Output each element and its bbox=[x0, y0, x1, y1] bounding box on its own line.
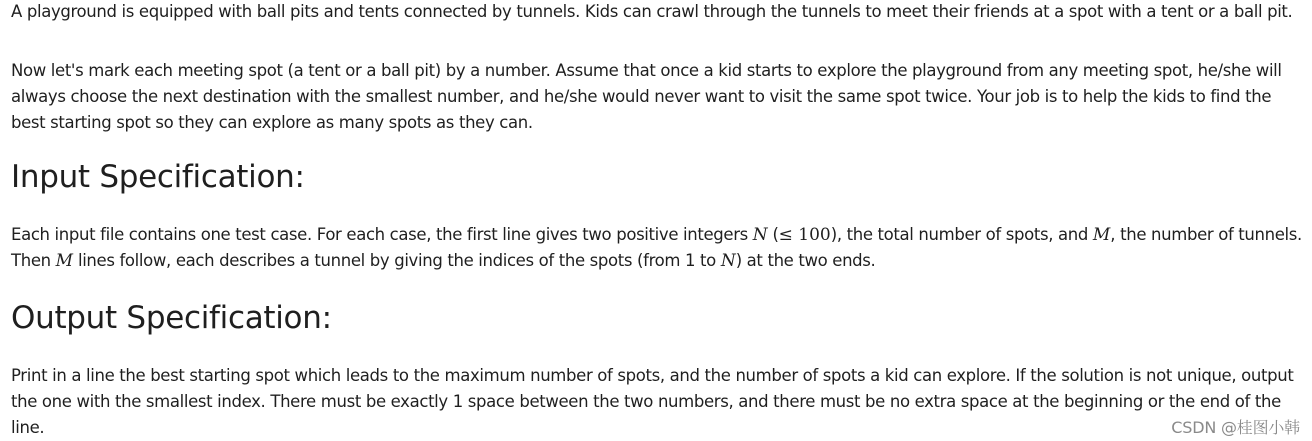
math-n-2: N bbox=[720, 251, 736, 271]
input-text-1: Each input file contains one test case. For each case, the first line gives two positive integers bbox=[11, 225, 753, 244]
math-constraint: ≤ 100 bbox=[778, 225, 831, 245]
intro-paragraph-1: A playground is equipped with ball pits and tents connected by tunnels. Kids can crawl through the tunnels to meet their friends at a spot with a tent or a ball pit. bbox=[11, 2, 1293, 21]
input-specification-body bbox=[11, 222, 1307, 274]
output-specification-body: Print in a line the best starting spot which leads to the maximum number of spots, and the number of spots a kid can explore. If the solution is not unique, output the one with the smallest index. There must be exactly 1 space between the two numbers, and there must be no extra space at the beginning or the end of the line. bbox=[11, 366, 1294, 437]
math-m-2: M bbox=[55, 251, 74, 271]
input-specification-heading: Input Specification: bbox=[11, 159, 305, 195]
intro-paragraph-2: Now let's mark each meeting spot (a tent or a ball pit) by a number. Assume that once a kid starts to explore the playground from any meeting spot, he/she will always choose the next destination with the smallest number, and he/she would never want to visit the same spot twice. Your job is to help the kids to find the best starting spot so they can explore as many spots as they can. bbox=[11, 61, 1282, 132]
input-text-2: ( bbox=[767, 225, 779, 244]
input-text-3: ), the total number of spots, and bbox=[830, 225, 1093, 244]
input-text-4: , the number of tunnels. Then bbox=[11, 225, 1302, 270]
math-m: M bbox=[1092, 225, 1111, 245]
input-text-6: ) at the two ends. bbox=[735, 251, 876, 270]
math-n: N bbox=[752, 225, 768, 245]
input-text-5: lines follow, each describes a tunnel by giving the indices of the spots (from 1 to bbox=[73, 251, 721, 270]
watermark: CSDN @桂图小韩 bbox=[1169, 415, 1302, 438]
output-specification-heading: Output Specification: bbox=[11, 300, 332, 336]
